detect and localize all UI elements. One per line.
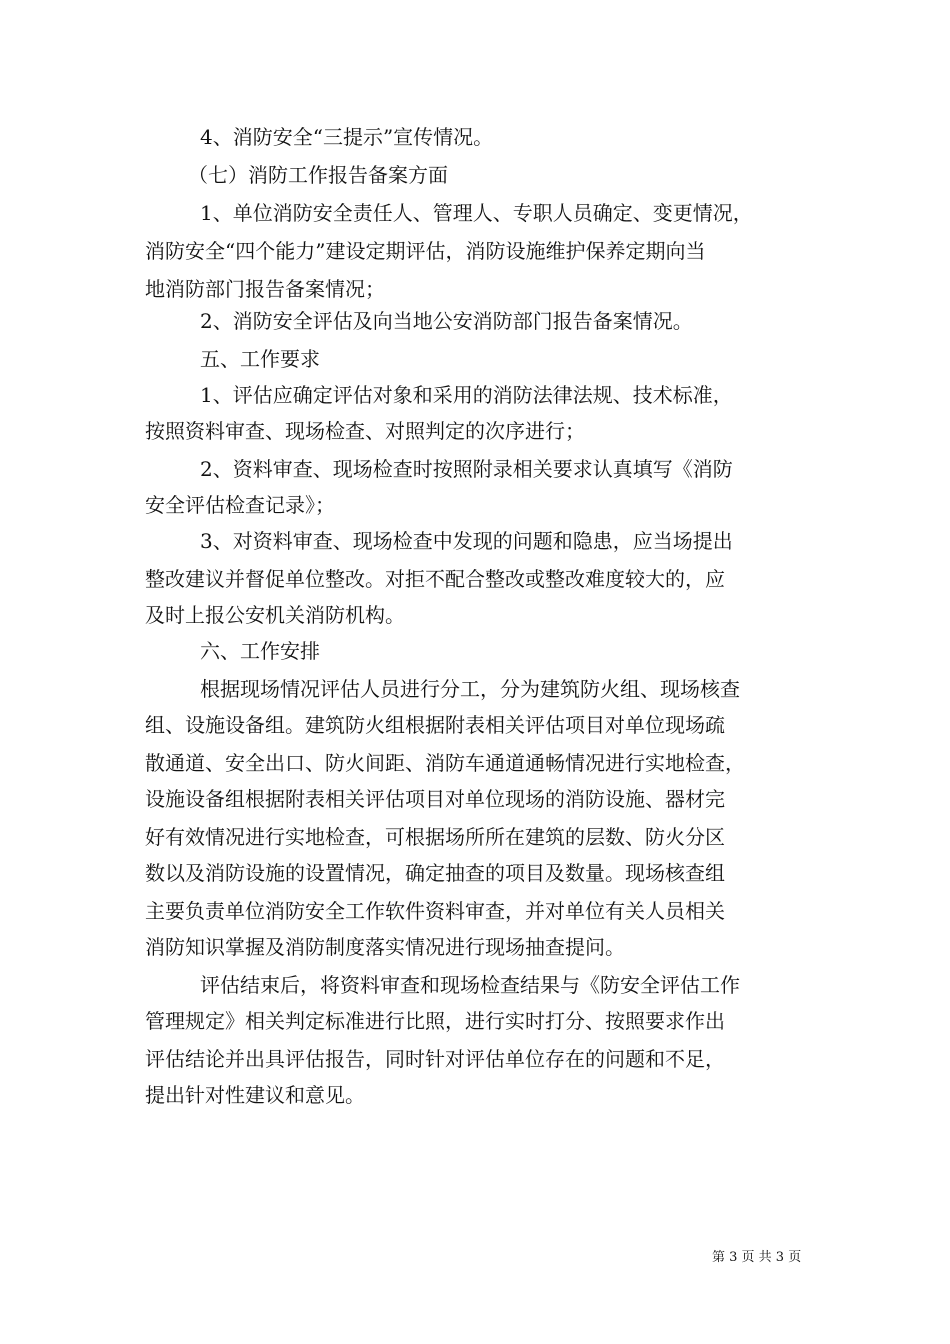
paragraph-line: 及时上报公安机关消防机构。 [145, 603, 405, 627]
paragraph-line: 管理规定》相关判定标准进行比照，进行实时打分、按照要求作出 [145, 1009, 725, 1033]
paragraph-line: 评估结束后，将资料审查和现场检查结果与《防安全评估工作 [200, 973, 740, 997]
paragraph-line: 数以及消防设施的设置情况，确定抽查的项目及数量。现场核查组 [145, 861, 725, 885]
paragraph-line: 地消防部门报告备案情况； [145, 277, 385, 301]
section-heading: 六、工作安排 [200, 639, 320, 663]
section-heading: （七）消防工作报告备案方面 [188, 163, 448, 187]
section-heading: 五、工作要求 [200, 347, 320, 371]
paragraph-line: 按照资料审查、现场检查、对照判定的次序进行； [145, 419, 585, 443]
paragraph-line: 散通道、安全出口、防火间距、消防车通道通畅情况进行实地检查， [145, 751, 745, 775]
paragraph-line: 3、对资料审查、现场检查中发现的问题和隐患，应当场提出 [200, 529, 733, 553]
paragraph-line: 消防安全“四个能力”建设定期评估，消防设施维护保养定期向当 [145, 239, 706, 263]
paragraph-line: 安全评估检查记录》； [145, 493, 335, 517]
paragraph-line: 提出针对性建议和意见。 [145, 1083, 365, 1107]
paragraph-line: 1、单位消防安全责任人、管理人、专职人员确定、变更情况， [200, 201, 753, 225]
paragraph-line: 4、消防安全“三提示”宣传情况。 [200, 125, 494, 149]
paragraph-line: 消防知识掌握及消防制度落实情况进行现场抽查提问。 [145, 935, 625, 959]
paragraph-line: 2、资料审查、现场检查时按照附录相关要求认真填写《消防 [200, 457, 733, 481]
paragraph-line: 根据现场情况评估人员进行分工，分为建筑防火组、现场核查 [200, 677, 740, 701]
paragraph-line: 设施设备组根据附表相关评估项目对单位现场的消防设施、器材完 [145, 787, 725, 811]
paragraph-line: 1、评估应确定评估对象和采用的消防法律法规、技术标准， [200, 383, 733, 407]
paragraph-line: 主要负责单位消防安全工作软件资料审查，并对单位有关人员相关 [145, 899, 725, 923]
page-number-footer: 第 3 页 共 3 页 [712, 1250, 802, 1265]
paragraph-line: 整改建议并督促单位整改。对拒不配合整改或整改难度较大的，应 [145, 567, 725, 591]
paragraph-line: 好有效情况进行实地检查，可根据场所所在建筑的层数、防火分区 [145, 825, 725, 849]
paragraph-line: 组、设施设备组。建筑防火组根据附表相关评估项目对单位现场疏 [145, 713, 725, 737]
paragraph-line: 评估结论并出具评估报告，同时针对评估单位存在的问题和不足， [145, 1047, 725, 1071]
paragraph-line: 2、消防安全评估及向当地公安消防部门报告备案情况。 [200, 309, 693, 333]
